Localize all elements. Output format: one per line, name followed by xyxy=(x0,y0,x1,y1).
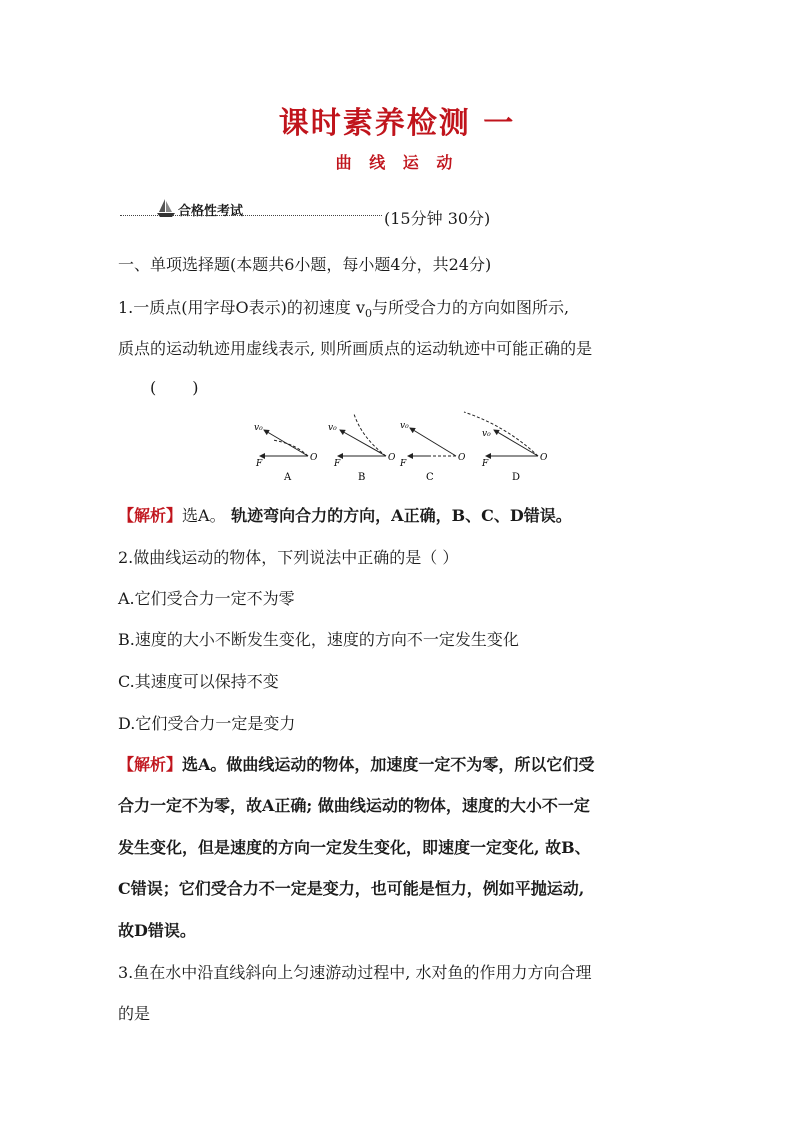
section-time: (15分钟 30分) xyxy=(384,209,491,228)
svg-text:v₀: v₀ xyxy=(328,423,337,433)
section-label: 合格性考试 xyxy=(178,204,244,219)
svg-text:F: F xyxy=(482,459,489,469)
svg-text:v₀: v₀ xyxy=(482,429,491,439)
svg-text:C: C xyxy=(426,472,434,483)
figure-option-b xyxy=(328,414,396,483)
figure-option-a xyxy=(254,423,318,483)
q2-analysis-line5: 故D错误。 xyxy=(118,921,196,940)
svg-text:F: F xyxy=(256,459,263,469)
q2-analysis-line3: 发生变化，但是速度的方向一定发生变化，即速度一定变化, 故B、 xyxy=(118,838,591,857)
svg-text:A: A xyxy=(284,472,292,483)
svg-text:F: F xyxy=(334,459,341,469)
svg-text:F: F xyxy=(400,459,407,469)
part-heading: 一、单项选择题(本题共6小题，每小题4分，共24分) xyxy=(118,255,492,274)
sailboat-icon xyxy=(156,198,176,218)
svg-text:D: D xyxy=(512,472,521,483)
q2-option-a: A.它们受合力一定不为零 xyxy=(118,589,295,608)
svg-text:O: O xyxy=(310,453,318,463)
q2-analysis-line1: 【解析】选A。做曲线运动的物体，加速度一定不为零，所以它们受 xyxy=(118,755,595,774)
figure-option-d xyxy=(464,412,548,483)
svg-text:O: O xyxy=(540,453,548,463)
q1-analysis: 【解析】选A。 轨迹弯向合力的方向，A正确，B、C、D错误。 xyxy=(118,506,572,525)
q2-analysis-line2: 合力一定不为零，故A正确; 做曲线运动的物体，速度的大小不一定 xyxy=(118,796,590,815)
q2-option-d: D.它们受合力一定是变力 xyxy=(118,714,296,733)
svg-text:B: B xyxy=(358,472,366,483)
q1-answer-paren: ( ) xyxy=(150,378,199,397)
q1-stem-line2: 质点的运动轨迹用虚线表示, 则所画质点的运动轨迹中可能正确的是 xyxy=(118,339,593,358)
q1-figure xyxy=(250,408,560,488)
svg-text:v₀: v₀ xyxy=(254,423,263,433)
figure-option-c xyxy=(399,421,466,483)
q2-option-b: B.速度的大小不断发生变化，速度的方向不一定发生变化 xyxy=(118,630,519,649)
q2-analysis-line4: C错误；它们受合力不一定是变力，也可能是恒力，例如平抛运动, xyxy=(118,879,585,898)
svg-text:v₀: v₀ xyxy=(400,421,409,431)
q3-stem-line1: 3.鱼在水中沿直线斜向上匀速游动过程中, 水对鱼的作用力方向合理 xyxy=(118,963,592,982)
page-title: 课时素养检测 一 xyxy=(278,106,516,141)
q2-option-c: C.其速度可以保持不变 xyxy=(118,672,279,691)
section-header xyxy=(120,196,560,226)
svg-text:O: O xyxy=(458,453,466,463)
q1-stem-line1: 1.一质点(用字母O表示)的初速度 $v_0$与所受合力的方向如图所示, xyxy=(118,298,570,320)
page-subtitle: 曲 线 运 动 xyxy=(335,153,459,172)
q3-stem-line2: 的是 xyxy=(118,1004,151,1023)
q2-stem: 2.做曲线运动的物体，下列说法中正确的是（ ） xyxy=(118,548,459,567)
svg-text:O: O xyxy=(388,453,396,463)
